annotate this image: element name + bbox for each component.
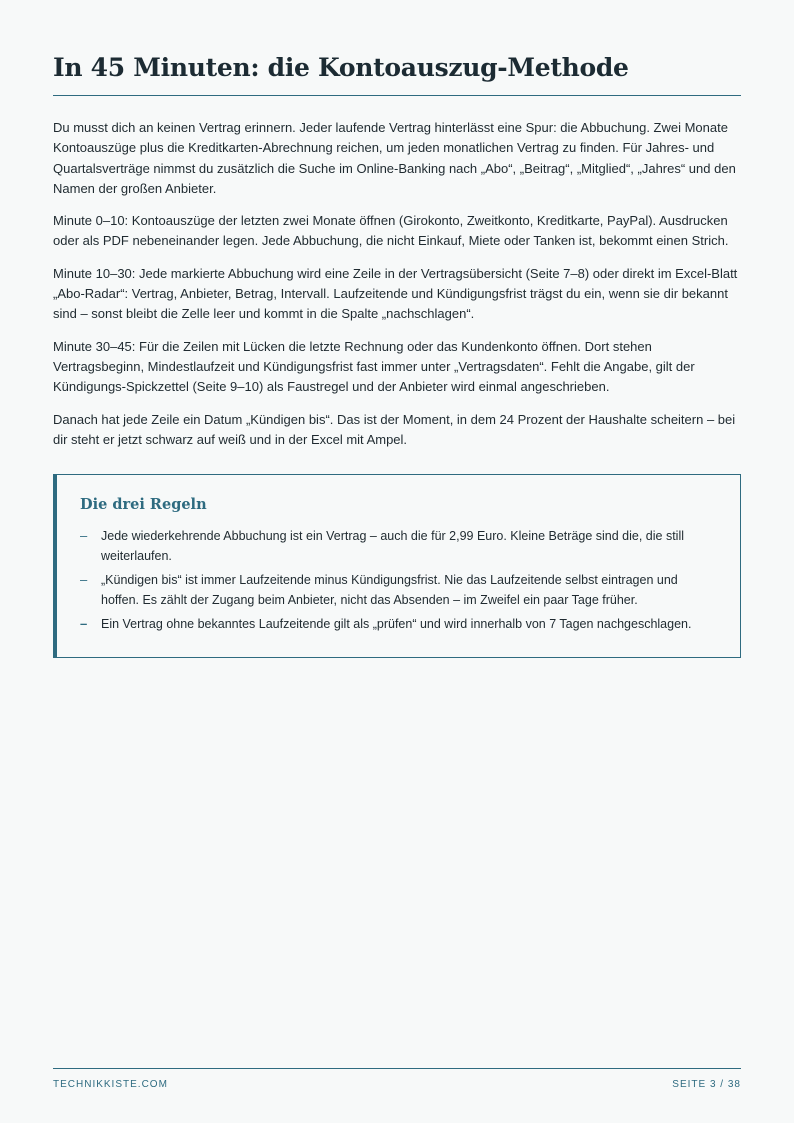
dash-bullet-icon: – <box>80 616 88 631</box>
rules-callout-box <box>53 474 741 658</box>
rules-heading: Die drei Regeln <box>80 496 207 513</box>
rule-item <box>80 614 700 634</box>
page-title: In 45 Minuten: die Kontoauszug-Methode <box>53 53 629 82</box>
rule-item <box>80 570 700 610</box>
dash-bullet-icon: – <box>80 572 88 587</box>
dash-bullet-icon: – <box>80 528 88 543</box>
closing-paragraph: Danach hat jede Zeile ein Datum „Kündigen bis“. Das ist der Moment, in dem 24 Prozent der Haushalte scheitern – bei dir steht er jetzt schwarz auf weiß und in der Excel mit Ampel. <box>53 411 736 447</box>
step-paragraph-minute-30-45: Minute 30–45: Für die Zeilen mit Lücken die letzte Rechnung oder das Kundenkonto öffnen. Dort stehen Vertragsbeginn, Mindestlaufzeit und Kündigungsfrist fast immer unter „Vertragsdaten“. Fehlt die Angabe, gilt der Kündigungs-Spickzettel (Seite 9–10) als Faustregel und der Anbieter wird einmal angeschrieben. <box>53 338 695 395</box>
footer-site-name: TECHNIKKISTE.COM <box>53 1079 168 1090</box>
step-paragraph-minute-10-30: Minute 10–30: Jede markierte Abbuchung wird eine Zeile in der Vertragsübersicht (Seite 7–8) oder direkt im Excel-Blatt „Abo-Radar“: Vertrag, Anbieter, Betrag, Intervall. Laufzeitende und Kündigungsfrist trägst du ein, wenn sie dir bekannt sind – sonst bleibt die Zelle leer und kommt in die Spalte „nachschlagen“. <box>53 265 738 322</box>
step-paragraph-minute-0-10: Minute 0–10: Kontoauszüge der letzten zwei Monate öffnen (Girokonto, Zweitkonto, Kreditkarte, PayPal). Ausdrucken oder als PDF nebeneinander legen. Jede Abbuchung, die nicht Einkauf, Miete oder Tanken ist, bekommt einen Strich. <box>53 213 729 249</box>
rules-list <box>80 526 700 638</box>
article-body <box>53 118 743 462</box>
rule-item <box>80 526 700 566</box>
footer-divider <box>53 1068 741 1069</box>
rule-text: „Kündigen bis“ ist immer Laufzeitende minus Kündigungsfrist. Nie das Laufzeitende selbst eintragen und hoffen. Es zählt der Zugang beim Anbieter, nicht das Absenden – im Zweifel ein paar Tage früher. <box>101 573 678 607</box>
title-divider <box>53 95 741 96</box>
intro-paragraph: Du musst dich an keinen Vertrag erinnern. Jeder laufende Vertrag hinterlässt eine Spur: die Abbuchung. Zwei Monate Kontoauszüge plus die Kreditkarten-Abrechnung reichen, um jeden monatlichen Vertrag zu finden. Für Jahres- und Quartalsverträge nimmst du zusätzlich die Suche im Online-Banking nach „Abo“, „Beitrag“, „Mitglied“, „Jahres“ und den Namen der großen Anbieter. <box>53 120 736 196</box>
footer-page-number: SEITE 3 / 38 <box>672 1079 741 1090</box>
rule-text: Ein Vertrag ohne bekanntes Laufzeitende gilt als „prüfen“ und wird innerhalb von 7 Tagen nachgeschlagen. <box>101 617 692 631</box>
rule-text: Jede wiederkehrende Abbuchung ist ein Vertrag – auch die für 2,99 Euro. Kleine Beträge sind die, die still weiterlaufen. <box>101 529 685 563</box>
